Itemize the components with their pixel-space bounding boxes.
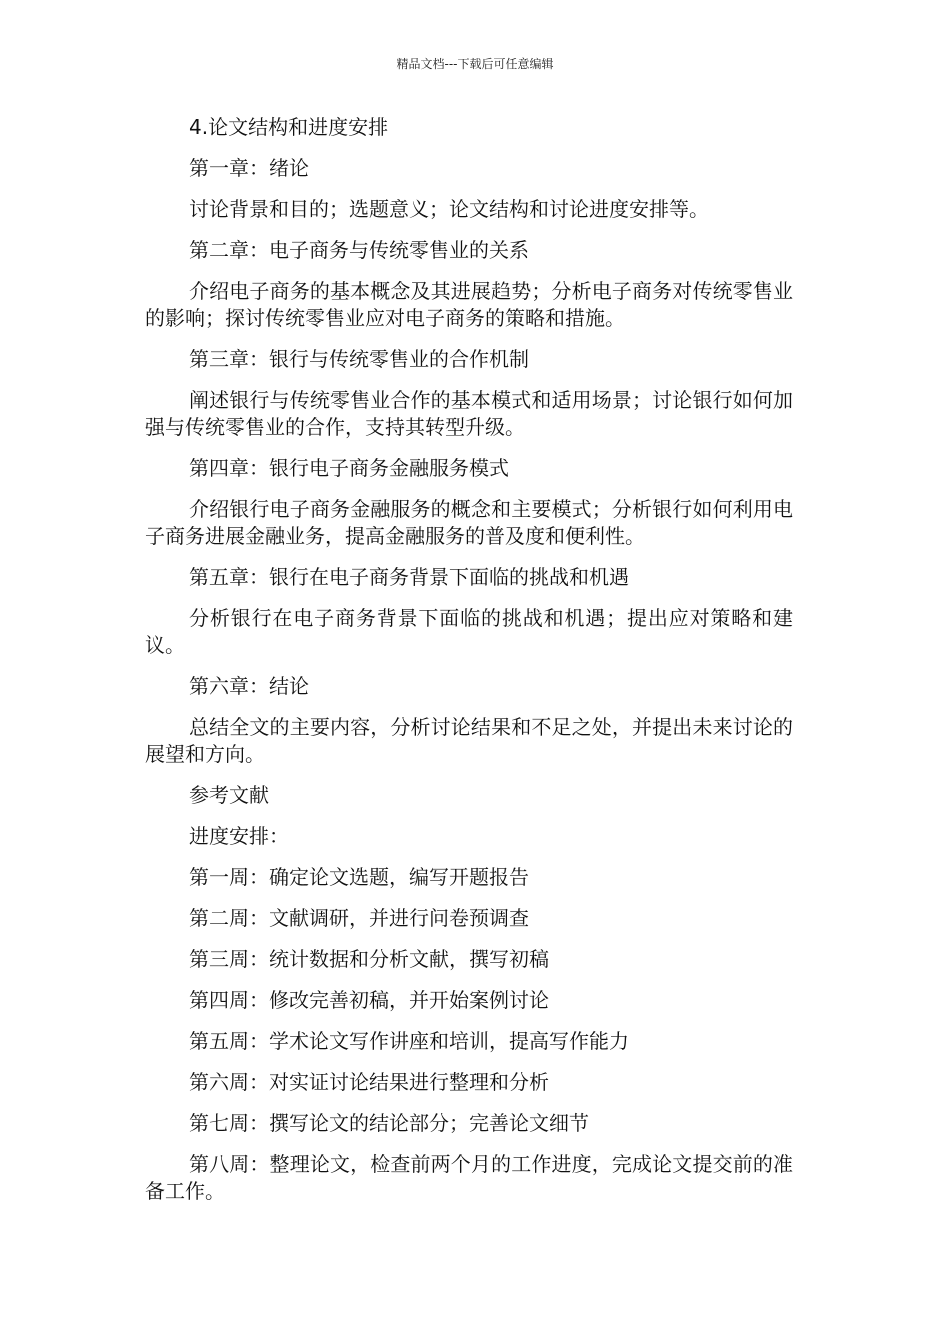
schedule-item: 第八周：整理论文，检查前两个月的工作进度，完成论文提交前的准备工作。 [145,1152,793,1203]
chapter-title: 第二章：电子商务与传统零售业的关系 [189,238,529,262]
chapter-description: 分析银行在电子商务背景下面临的挑战和机遇；提出应对策略和建议。 [145,606,793,657]
schedule-item: 第三周：统计数据和分析文献，撰写初稿 [189,947,549,971]
page-header: 精品文档---下载后可任意编辑 [396,57,554,71]
chapter-title: 第六章：结论 [189,674,309,698]
chapter-description: 总结全文的主要内容，分析讨论结果和不足之处，并提出未来讨论的展望和方向。 [145,715,793,766]
schedule-item: 第五周：学术论文写作讲座和培训，提高写作能力 [189,1029,629,1053]
chapter-description: 讨论背景和目的；选题意义；论文结构和讨论进度安排等。 [189,197,709,221]
schedule-item: 第二周：文献调研，并进行问卷预调查 [189,906,529,930]
document-body [145,114,793,1219]
schedule-item: 第四周：修改完善初稿，并开始案例讨论 [189,988,549,1012]
references-heading: 参考文献 [189,783,269,807]
chapter-title: 第五章：银行在电子商务背景下面临的挑战和机遇 [189,565,629,589]
schedule-item: 第一周：确定论文选题，编写开题报告 [189,865,529,889]
schedule-heading: 进度安排： [189,824,289,848]
chapter-title: 第一章：绪论 [189,156,309,180]
schedule-item: 第六周：对实证讨论结果进行整理和分析 [189,1070,549,1094]
chapter-description: 介绍电子商务的基本概念及其进展趋势；分析电子商务对传统零售业的影响；探讨传统零售业应对电子商务的策略和措施。 [145,279,793,330]
schedule-item: 第七周：撰写论文的结论部分；完善论文细节 [189,1111,589,1135]
chapter-description: 阐述银行与传统零售业合作的基本模式和适用场景；讨论银行如何加强与传统零售业的合作，支持其转型升级。 [145,388,793,439]
chapter-title: 第三章：银行与传统零售业的合作机制 [189,347,529,371]
section-heading: 4.论文结构和进度安排 [189,115,389,139]
chapter-title: 第四章：银行电子商务金融服务模式 [189,456,509,480]
chapter-description: 介绍银行电子商务金融服务的概念和主要模式；分析银行如何利用电子商务进展金融业务，提高金融服务的普及度和便利性。 [145,497,793,548]
